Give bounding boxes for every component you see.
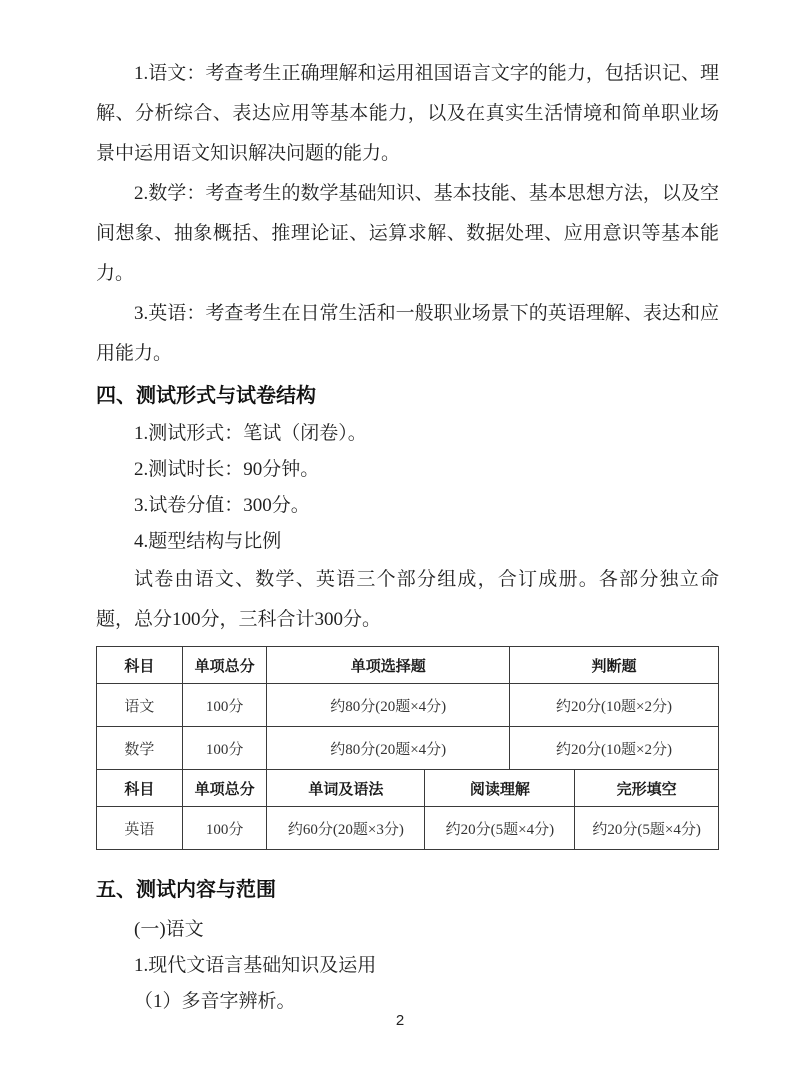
table-header-multiple-choice: 单项选择题 xyxy=(267,647,510,684)
table-cell: 数学 xyxy=(97,727,183,770)
section-4-item-test-duration: 2.测试时长：90分钟。 xyxy=(134,459,320,480)
table-cell: 约20分(5题×4分) xyxy=(425,807,575,850)
table-row-english xyxy=(97,807,719,850)
table-header-subject: 科目 xyxy=(97,647,183,684)
table-header-vocab-grammar: 单词及语法 xyxy=(267,770,425,807)
paragraph-subject-chinese: 1.语文：考查考生正确理解和运用祖国语言文字的能力，包括识记、理解、分析综合、表达应用等基本能力，以及在真实生活情境和简单职业场景中运用语文知识解决问题的能力。 xyxy=(96,63,719,164)
table-header-row xyxy=(97,647,719,684)
section-5-item-chinese: (一)语文 xyxy=(134,919,204,940)
table-cell: 英语 xyxy=(97,807,183,850)
table-cell: 约20分(10题×2分) xyxy=(509,684,718,727)
document-content xyxy=(96,54,719,1020)
page-number: 2 xyxy=(395,1012,405,1029)
table-cell: 语文 xyxy=(97,684,183,727)
section-4-heading: 四、测试形式与试卷结构 xyxy=(96,385,316,407)
paragraph-subject-english: 3.英语：考查考生在日常生活和一般职业场景下的英语理解、表达和应用能力。 xyxy=(96,303,719,364)
section-5-item-modern-chinese-basics: 1.现代文语言基础知识及运用 xyxy=(134,955,377,976)
table-cell: 约60分(20题×3分) xyxy=(267,807,425,850)
section-4-item-test-form: 1.测试形式：笔试（闭卷）。 xyxy=(134,423,367,444)
paragraph-subject-math: 2.数学：考查考生的数学基础知识、基本技能、基本思想方法，以及空间想象、抽象概括、推理论证、运算求解、数据处理、应用意识等基本能力。 xyxy=(96,183,719,284)
section-5-heading: 五、测试内容与范围 xyxy=(96,879,276,901)
table-header-row xyxy=(97,770,719,807)
table-row-chinese xyxy=(97,684,719,727)
table-cell: 100分 xyxy=(182,807,267,850)
table-header-total-score: 单项总分 xyxy=(182,647,267,684)
section-4-item-test-score: 3.试卷分值：300分。 xyxy=(134,495,310,516)
score-table-part1 xyxy=(96,646,719,770)
table-header-cloze: 完形填空 xyxy=(575,770,719,807)
table-cell: 100分 xyxy=(182,727,267,770)
table-cell: 约80分(20题×4分) xyxy=(267,684,510,727)
table-header-true-false: 判断题 xyxy=(509,647,718,684)
table-header-total-score: 单项总分 xyxy=(182,770,267,807)
table-cell: 100分 xyxy=(182,684,267,727)
table-row-math xyxy=(97,727,719,770)
section-5-item-polyphone: （1）多音字辨析。 xyxy=(134,991,296,1012)
table-header-subject: 科目 xyxy=(97,770,183,807)
table-cell: 约80分(20题×4分) xyxy=(267,727,510,770)
score-table-part2 xyxy=(96,769,719,850)
paragraph-paper-composition: 试卷由语文、数学、英语三个部分组成，合订成册。各部分独立命题，总分100分，三科合计300分。 xyxy=(96,569,719,630)
table-header-reading: 阅读理解 xyxy=(425,770,575,807)
table-cell: 约20分(5题×4分) xyxy=(575,807,719,850)
section-4-item-question-structure: 4.题型结构与比例 xyxy=(134,531,282,552)
table-cell: 约20分(10题×2分) xyxy=(509,727,718,770)
